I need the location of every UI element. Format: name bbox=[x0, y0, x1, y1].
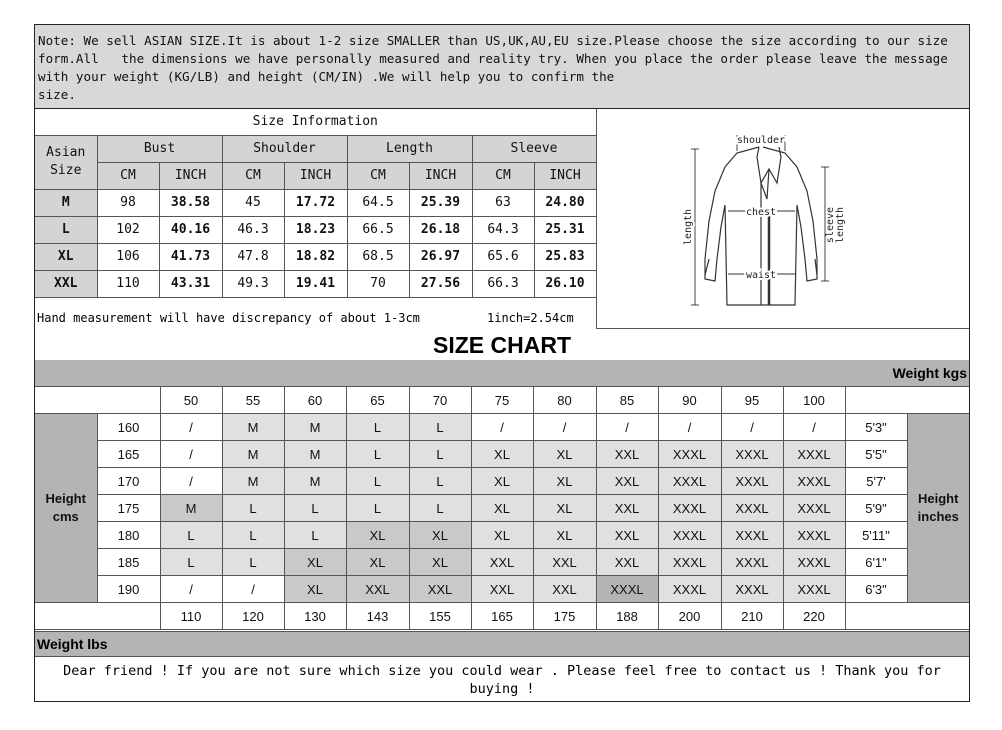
weight-kgs-value: 50 bbox=[160, 387, 222, 414]
size-chart-cell: / bbox=[721, 414, 783, 441]
size-chart-cell: XXXL bbox=[721, 576, 783, 603]
weight-kgs-label: Weight kgs bbox=[892, 365, 967, 381]
weight-lbs-value: 175 bbox=[533, 603, 596, 630]
size-chart-cell: XXXL bbox=[783, 522, 845, 549]
weight-kgs-value: 90 bbox=[658, 387, 721, 414]
size-chart-cell: / bbox=[471, 414, 533, 441]
weight-lbs-value: 130 bbox=[284, 603, 346, 630]
size-chart-cell: XXL bbox=[346, 576, 409, 603]
size-chart-cell: XL bbox=[471, 522, 533, 549]
size-value: 26.97 bbox=[409, 243, 472, 270]
size-chart-cell: XL bbox=[533, 441, 596, 468]
size-value: 66.3 bbox=[472, 270, 534, 297]
size-chart-cell: XL bbox=[346, 549, 409, 576]
size-chart-cell: XXL bbox=[471, 576, 533, 603]
size-chart-cell: M bbox=[222, 468, 284, 495]
size-chart-cell: XXL bbox=[596, 495, 658, 522]
height-row bbox=[35, 468, 969, 495]
size-value: 24.80 bbox=[534, 189, 596, 216]
size-chart-cell: XXXL bbox=[783, 468, 845, 495]
shirt-measurement-diagram bbox=[597, 109, 969, 328]
height-inch-value: 5'11" bbox=[845, 522, 907, 549]
weight-kgs-value: 80 bbox=[533, 387, 596, 414]
size-value: 26.18 bbox=[409, 216, 472, 243]
height-row bbox=[35, 414, 969, 441]
size-value: 68.5 bbox=[347, 243, 409, 270]
size-chart-cell: XXL bbox=[533, 576, 596, 603]
size-chart-cell: L bbox=[222, 549, 284, 576]
size-value: 49.3 bbox=[222, 270, 284, 297]
height-row bbox=[35, 549, 969, 576]
lbs-spacer bbox=[35, 603, 160, 630]
unit-header: CM bbox=[347, 162, 409, 189]
size-guide-frame bbox=[34, 24, 970, 702]
size-chart-cell: XXL bbox=[596, 549, 658, 576]
size-chart-cell: L bbox=[284, 522, 346, 549]
size-chart-cell: XL bbox=[471, 441, 533, 468]
size-chart-cell: XXXL bbox=[658, 576, 721, 603]
size-chart-cell: XXL bbox=[596, 522, 658, 549]
size-value: 70 bbox=[347, 270, 409, 297]
diagram-label-sleeve: sleeve bbox=[825, 206, 836, 244]
size-value: 106 bbox=[97, 243, 159, 270]
size-value: 26.10 bbox=[534, 270, 596, 297]
size-chart-cell: / bbox=[160, 576, 222, 603]
bust-header: Bust bbox=[97, 135, 222, 162]
weight-kgs-value: 55 bbox=[222, 387, 284, 414]
height-inch-value: 6'1" bbox=[845, 549, 907, 576]
size-value: 98 bbox=[97, 189, 159, 216]
size-chart-cell: XL bbox=[533, 468, 596, 495]
size-chart-cell: / bbox=[160, 468, 222, 495]
size-chart-cell: XXL bbox=[533, 549, 596, 576]
unit-header: INCH bbox=[409, 162, 472, 189]
height-cms-label: Height cms bbox=[35, 414, 97, 603]
height-cm-value: 180 bbox=[97, 522, 160, 549]
weight-kgs-value: 95 bbox=[721, 387, 783, 414]
size-value: 63 bbox=[472, 189, 534, 216]
size-chart-cell: L bbox=[409, 495, 471, 522]
size-value: 18.82 bbox=[284, 243, 347, 270]
height-inch-value: 5'3" bbox=[845, 414, 907, 441]
size-value: 19.41 bbox=[284, 270, 347, 297]
size-chart-cell: XL bbox=[284, 576, 346, 603]
size-chart-cell: L bbox=[409, 468, 471, 495]
lbs-spacer-right bbox=[845, 603, 969, 630]
height-cm-value: 170 bbox=[97, 468, 160, 495]
weight-lbs-label: Weight lbs bbox=[37, 636, 108, 652]
size-chart-cell: L bbox=[222, 495, 284, 522]
height-cm-value: 160 bbox=[97, 414, 160, 441]
size-chart-cell: XXL bbox=[471, 549, 533, 576]
weight-lbs-value: 220 bbox=[783, 603, 845, 630]
size-chart-cell: XXXL bbox=[721, 495, 783, 522]
size-chart-cell: XXXL bbox=[721, 441, 783, 468]
height-inch-value: 6'3" bbox=[845, 576, 907, 603]
size-value: 64.3 bbox=[472, 216, 534, 243]
size-chart-table bbox=[35, 386, 969, 630]
weight-lbs-value: 210 bbox=[721, 603, 783, 630]
size-chart-title: SIZE CHART bbox=[35, 330, 969, 361]
size-chart-cell: XXXL bbox=[658, 468, 721, 495]
kgs-spacer-right bbox=[845, 387, 969, 414]
weight-kgs-bar bbox=[35, 360, 969, 387]
size-value: 18.23 bbox=[284, 216, 347, 243]
size-chart-cell: XXL bbox=[409, 576, 471, 603]
diagram-label-length: length bbox=[683, 208, 694, 246]
weight-kgs-value: 70 bbox=[409, 387, 471, 414]
diagram-label-sleeve-length: length bbox=[835, 206, 846, 244]
size-information-title: Size Information bbox=[35, 109, 596, 135]
size-chart-cell: L bbox=[160, 522, 222, 549]
asian-size-note: Note: We sell ASIAN SIZE.It is about 1-2 size SMALLER than US,UK,AU,EU size.Please choose the size according to our size form.All the dimensions we have personally measured and reality try. When you place the order please leave the message with your weight (KG/LB) and height (CM/IN) .We will help you to confirm the size. bbox=[35, 25, 969, 109]
size-value: 38.58 bbox=[159, 189, 222, 216]
size-chart-cell: XL bbox=[284, 549, 346, 576]
size-value: 102 bbox=[97, 216, 159, 243]
height-row bbox=[35, 441, 969, 468]
unit-header: CM bbox=[472, 162, 534, 189]
size-chart-cell: L bbox=[346, 414, 409, 441]
size-chart-cell: XXXL bbox=[721, 549, 783, 576]
weight-lbs-value: 188 bbox=[596, 603, 658, 630]
unit-header: INCH bbox=[284, 162, 347, 189]
height-cm-value: 165 bbox=[97, 441, 160, 468]
size-chart-cell: XXXL bbox=[783, 576, 845, 603]
weight-lbs-value: 155 bbox=[409, 603, 471, 630]
size-chart-cell: XXXL bbox=[658, 522, 721, 549]
size-value: 40.16 bbox=[159, 216, 222, 243]
size-value: 25.31 bbox=[534, 216, 596, 243]
size-chart-cell: M bbox=[160, 495, 222, 522]
size-chart-cell: XL bbox=[409, 522, 471, 549]
size-value: 45 bbox=[222, 189, 284, 216]
size-label: M bbox=[35, 189, 97, 216]
size-chart-cell: / bbox=[160, 414, 222, 441]
height-row bbox=[35, 495, 969, 522]
height-row bbox=[35, 522, 969, 549]
size-value: 27.56 bbox=[409, 270, 472, 297]
unit-header: INCH bbox=[159, 162, 222, 189]
diagram-label-shoulder: shoulder bbox=[736, 135, 786, 146]
size-chart-cell: XXXL bbox=[658, 495, 721, 522]
size-row bbox=[35, 243, 596, 270]
size-chart-cell: / bbox=[160, 441, 222, 468]
weight-kgs-value: 100 bbox=[783, 387, 845, 414]
size-value: 64.5 bbox=[347, 189, 409, 216]
inch-conversion-note: 1inch=2.54cm bbox=[487, 311, 574, 325]
size-chart-cell: XXXL bbox=[783, 495, 845, 522]
size-chart-cell: L bbox=[284, 495, 346, 522]
size-chart-cell: M bbox=[284, 414, 346, 441]
size-chart-cell: XXXL bbox=[596, 576, 658, 603]
size-chart-cell: M bbox=[222, 441, 284, 468]
height-inch-value: 5'9" bbox=[845, 495, 907, 522]
size-chart-cell: XL bbox=[346, 522, 409, 549]
size-row bbox=[35, 270, 596, 297]
size-value: 25.39 bbox=[409, 189, 472, 216]
size-chart-cell: XXXL bbox=[783, 441, 845, 468]
weight-lbs-value: 165 bbox=[471, 603, 533, 630]
shirt-diagram bbox=[596, 109, 969, 329]
size-value: 17.72 bbox=[284, 189, 347, 216]
size-label: L bbox=[35, 216, 97, 243]
length-header: Length bbox=[347, 135, 472, 162]
size-chart-cell: XXL bbox=[596, 468, 658, 495]
size-chart-cell: XL bbox=[533, 522, 596, 549]
size-value: 25.83 bbox=[534, 243, 596, 270]
weight-kgs-value: 65 bbox=[346, 387, 409, 414]
weight-lbs-value: 120 bbox=[222, 603, 284, 630]
size-chart-cell: XXXL bbox=[658, 549, 721, 576]
size-label: XXL bbox=[35, 270, 97, 297]
unit-header: CM bbox=[222, 162, 284, 189]
discrepancy-note: Hand measurement will have discrepancy of about 1-3cm bbox=[37, 311, 420, 325]
diagram-label-chest: chest bbox=[745, 207, 777, 218]
size-chart-cell: L bbox=[346, 468, 409, 495]
size-chart-cell: L bbox=[222, 522, 284, 549]
weight-lbs-value: 200 bbox=[658, 603, 721, 630]
size-chart-cell: M bbox=[222, 414, 284, 441]
size-value: 47.8 bbox=[222, 243, 284, 270]
asian-size-header: Asian Size bbox=[35, 135, 97, 189]
size-information-table bbox=[35, 109, 597, 298]
weight-lbs-bar bbox=[35, 631, 969, 657]
size-chart-cell: XXXL bbox=[658, 441, 721, 468]
footer-message: Dear friend ! If you are not sure which size you could wear . Please feel free to contact us ! Thank you for buying ! bbox=[63, 663, 941, 697]
size-chart-cell: L bbox=[346, 441, 409, 468]
size-value: 66.5 bbox=[347, 216, 409, 243]
height-inch-value: 5'5" bbox=[845, 441, 907, 468]
size-chart-cell: L bbox=[346, 495, 409, 522]
height-inches-label: Height inches bbox=[907, 414, 969, 603]
size-row bbox=[35, 189, 596, 216]
shoulder-header: Shoulder bbox=[222, 135, 347, 162]
size-chart-cell: / bbox=[222, 576, 284, 603]
kgs-spacer bbox=[35, 387, 160, 414]
size-chart-cell: L bbox=[160, 549, 222, 576]
diagram-label-waist: waist bbox=[745, 270, 777, 281]
size-value: 43.31 bbox=[159, 270, 222, 297]
size-value: 65.6 bbox=[472, 243, 534, 270]
size-value: 110 bbox=[97, 270, 159, 297]
size-chart-cell: XL bbox=[409, 549, 471, 576]
measurement-note bbox=[35, 307, 596, 329]
weight-kgs-value: 85 bbox=[596, 387, 658, 414]
size-chart-cell: L bbox=[409, 414, 471, 441]
height-cm-value: 185 bbox=[97, 549, 160, 576]
size-chart-cell: XXL bbox=[596, 441, 658, 468]
size-label: XL bbox=[35, 243, 97, 270]
size-chart-cell: XL bbox=[533, 495, 596, 522]
height-inch-value: 5'7' bbox=[845, 468, 907, 495]
size-value: 41.73 bbox=[159, 243, 222, 270]
weight-kgs-value: 60 bbox=[284, 387, 346, 414]
unit-header: INCH bbox=[534, 162, 596, 189]
size-chart-cell: XXXL bbox=[721, 522, 783, 549]
unit-header: CM bbox=[97, 162, 159, 189]
size-row bbox=[35, 216, 596, 243]
height-row bbox=[35, 576, 969, 603]
height-cm-value: 190 bbox=[97, 576, 160, 603]
size-chart-cell: M bbox=[284, 441, 346, 468]
weight-kgs-value: 75 bbox=[471, 387, 533, 414]
sleeve-header: Sleeve bbox=[472, 135, 596, 162]
size-chart-cell: / bbox=[596, 414, 658, 441]
size-value: 46.3 bbox=[222, 216, 284, 243]
size-chart-cell: / bbox=[658, 414, 721, 441]
size-chart-cell: XL bbox=[471, 468, 533, 495]
size-chart-cell: XXXL bbox=[721, 468, 783, 495]
height-cm-value: 175 bbox=[97, 495, 160, 522]
weight-lbs-value: 110 bbox=[160, 603, 222, 630]
size-chart-cell: L bbox=[409, 441, 471, 468]
weight-lbs-row bbox=[35, 603, 969, 630]
weight-kgs-row bbox=[35, 387, 969, 414]
size-chart-cell: M bbox=[284, 468, 346, 495]
size-chart-cell: XXXL bbox=[783, 549, 845, 576]
size-chart-cell: / bbox=[783, 414, 845, 441]
size-chart-cell: XL bbox=[471, 495, 533, 522]
weight-lbs-value: 143 bbox=[346, 603, 409, 630]
size-chart-cell: / bbox=[533, 414, 596, 441]
